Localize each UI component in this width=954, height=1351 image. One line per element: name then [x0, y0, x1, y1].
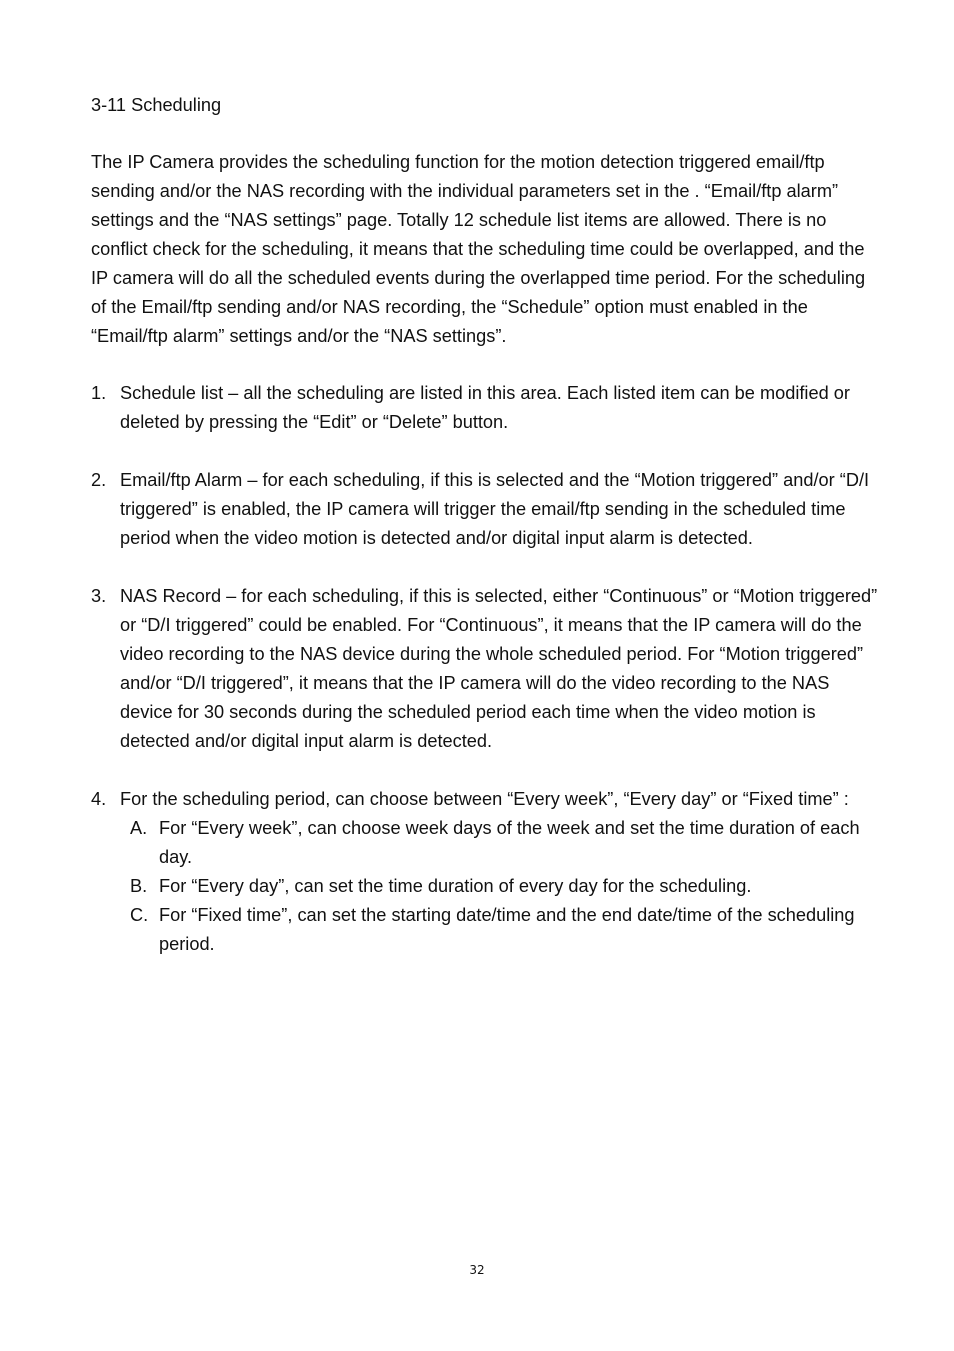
period-options-list [120, 814, 881, 959]
document-page [91, 91, 881, 959]
sub-list-item-text: For “Every week”, can choose week days of the week and set the time duration of each day. [159, 818, 860, 867]
sub-list-item-letter: C. [130, 905, 149, 925]
list-item [91, 582, 881, 756]
list-item-text: NAS Record – for each scheduling, if this is selected, either “Continuous” or “Motion triggered” or “D/I triggered” could be enabled. For “Continuous”, it means that the IP camera will do the video recording to the NAS device during the whole scheduled period. For “Motion triggered” and/or “D/I triggered”, it means that the IP camera will do the video recording to the NAS device for 30 seconds during the scheduled period each time when the video motion is detected and/or digital input alarm is detected. [120, 586, 878, 751]
list-item-text: Schedule list – all the scheduling are listed in this area. Each listed item can be modified or deleted by pressing the “Edit” or “Delete” button. [120, 383, 850, 432]
list-item-body [120, 785, 881, 959]
feature-list [91, 379, 881, 959]
sub-list-item-text: For “Every day”, can set the time duration of every day for the scheduling. [159, 876, 752, 896]
sub-list-item [120, 901, 881, 959]
list-item-number: 3. [91, 586, 107, 606]
list-item-text: Email/ftp Alarm – for each scheduling, if this is selected and the “Motion triggered” and/or “D/I triggered” is enabled, the IP camera will trigger the email/ftp sending in the scheduled time period when the video motion is detected and/or digital input alarm is detected. [120, 470, 870, 548]
list-item [91, 785, 881, 959]
sub-list-item-letter: A. [130, 818, 148, 838]
sub-list-item-letter: B. [130, 876, 148, 896]
list-item [91, 466, 881, 553]
page-number: 32 [469, 1263, 485, 1277]
intro-paragraph: The IP Camera provides the scheduling function for the motion detection triggered email/ftp sending and/or the NAS recording with the individual parameters set in the . “Email/ftp alarm” settings and the “NAS settings” page. Totally 12 schedule list items are allowed. There is no conflict check for the scheduling, it means that the scheduling time could be overlapped, and the IP camera will do all the scheduled events during the overlapped time period. For the scheduling of the Email/ftp sending and/or NAS recording, the “Schedule” option must enabled in the “Email/ftp alarm” settings and/or the “NAS settings”. [91, 152, 866, 346]
list-item-number: 1. [91, 383, 107, 403]
sub-list-item [120, 872, 881, 901]
sub-list-item-text: For “Fixed time”, can set the starting date/time and the end date/time of the scheduling period. [159, 905, 855, 954]
list-item-number: 4. [91, 789, 107, 809]
section-heading: 3-11 Scheduling [91, 95, 222, 115]
list-item [91, 379, 881, 437]
list-item-number: 2. [91, 470, 107, 490]
sub-list-item [120, 814, 881, 872]
list-item-text: For the scheduling period, can choose between “Every week”, “Every day” or “Fixed time” : [120, 789, 849, 809]
